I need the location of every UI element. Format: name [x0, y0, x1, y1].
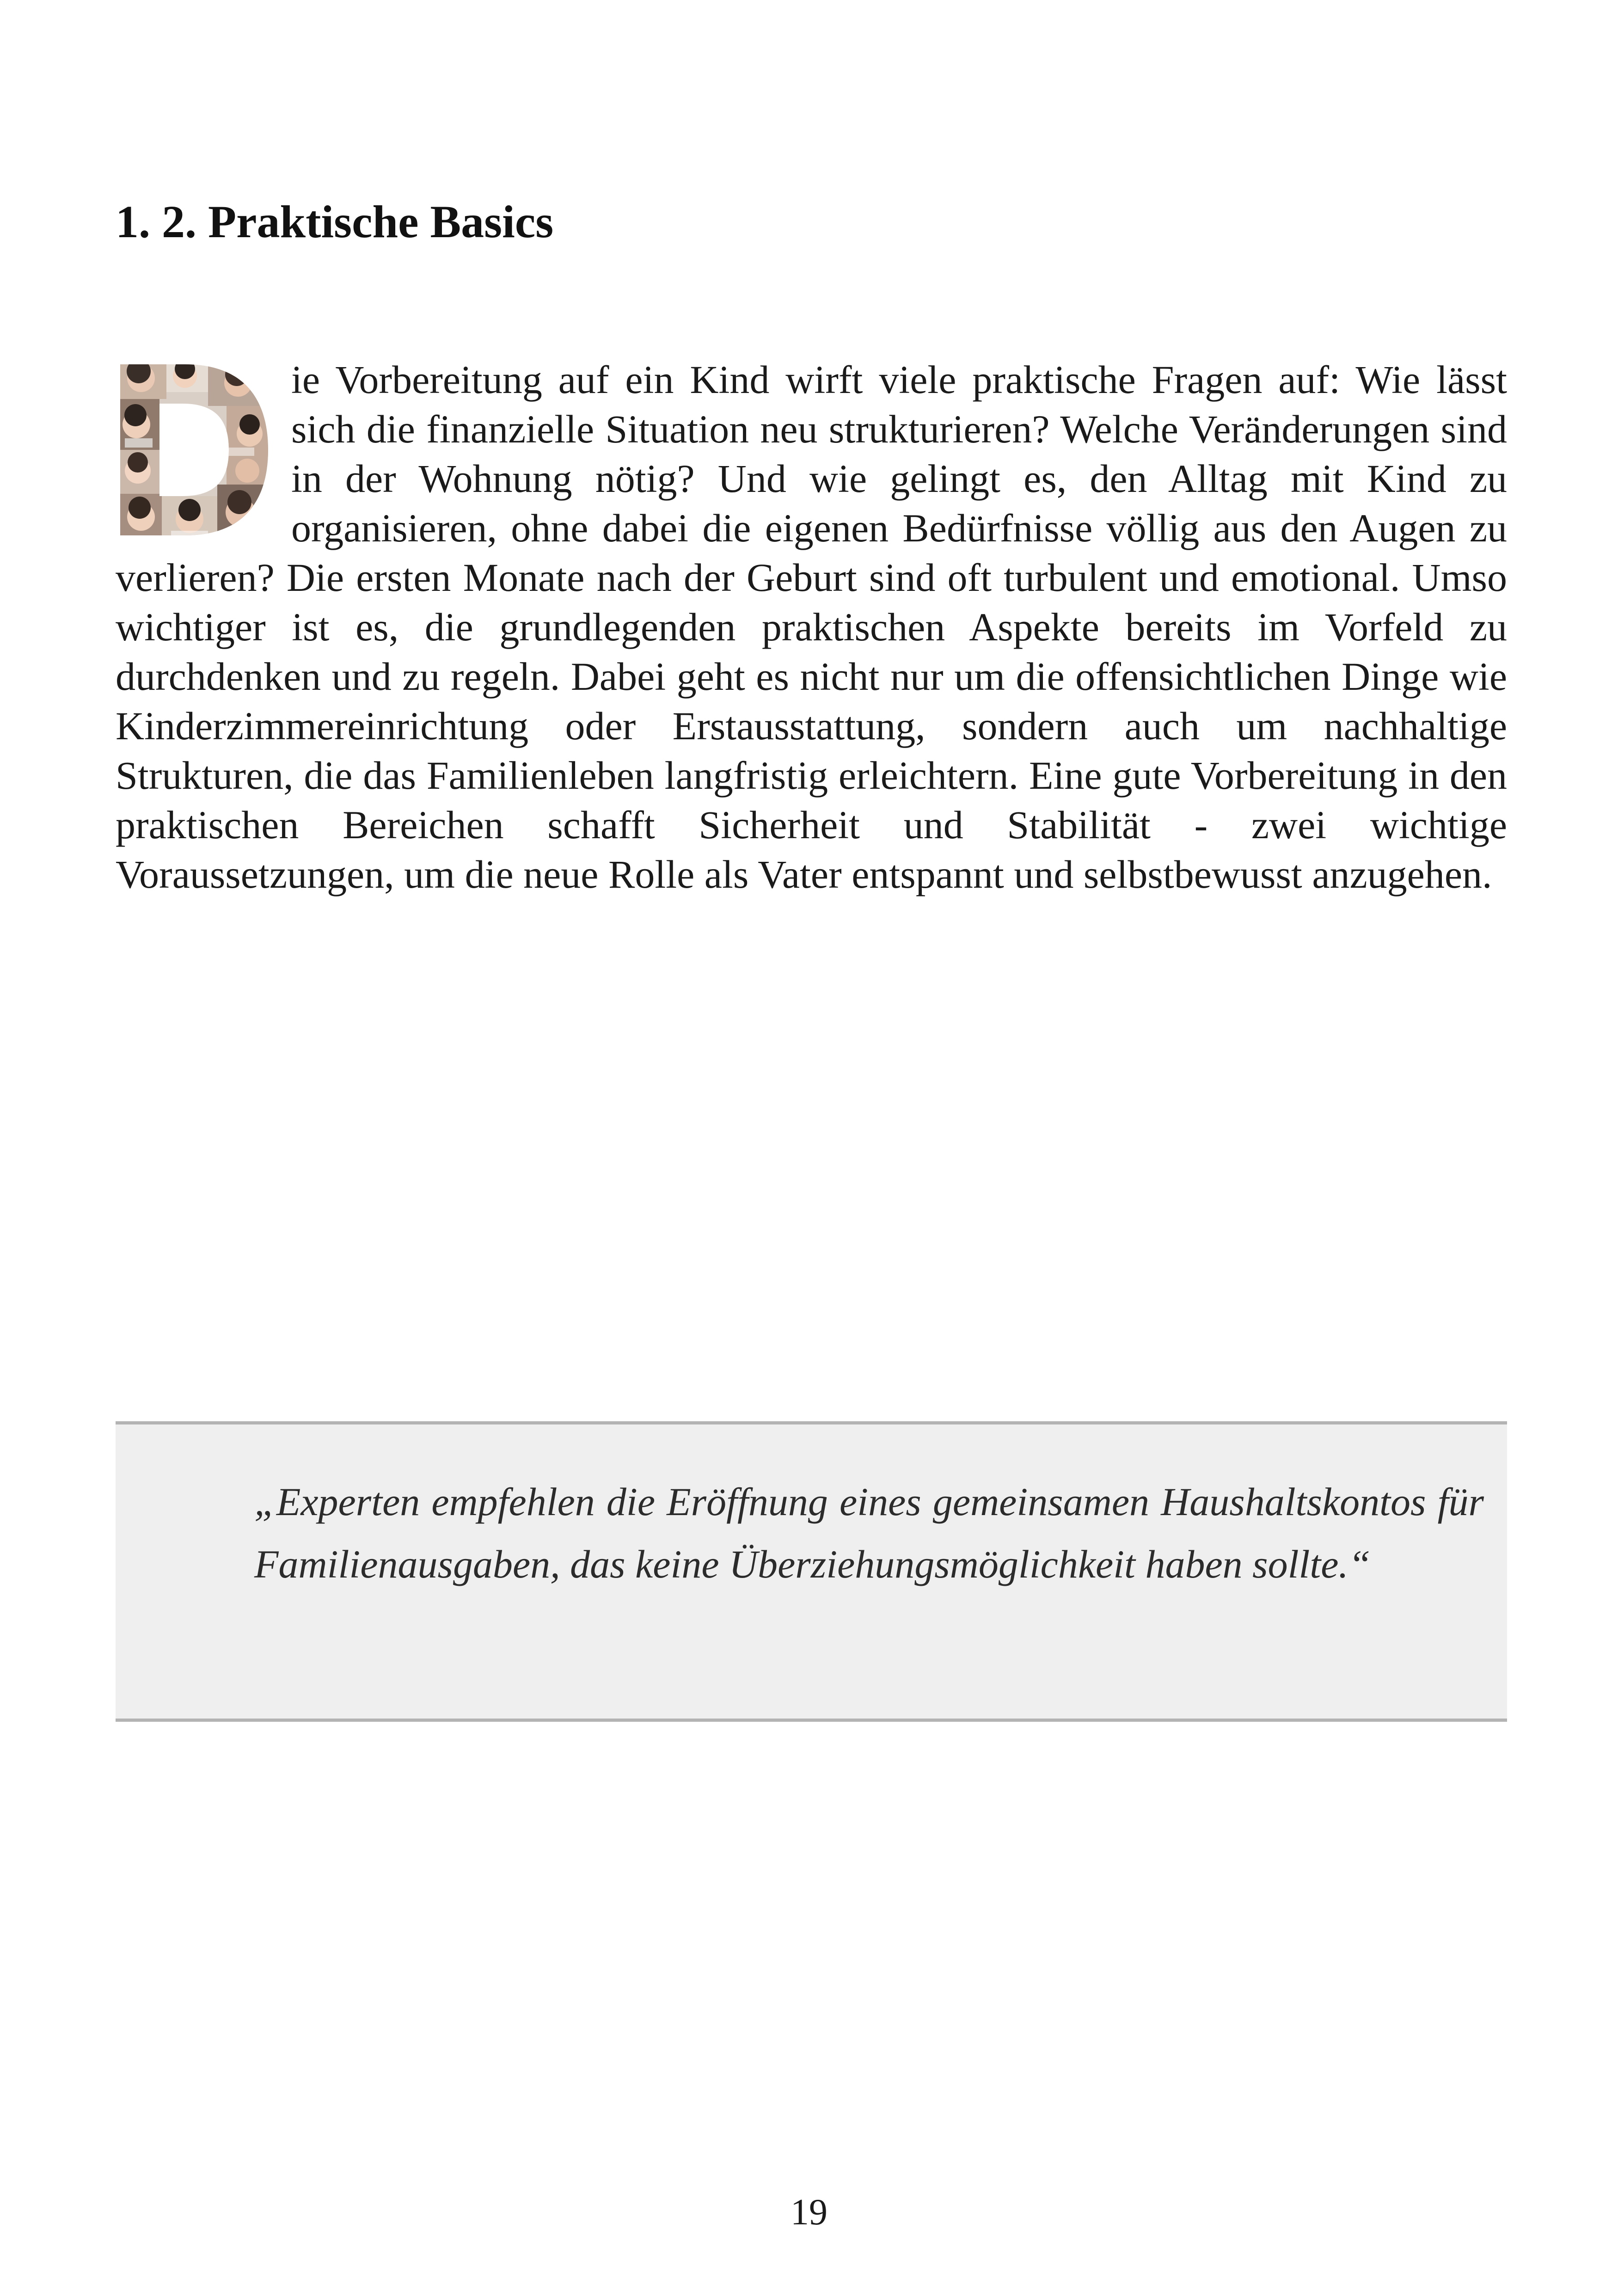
body-paragraph — [116, 355, 1507, 899]
section-heading: 1. 2. Praktische Basics — [116, 196, 554, 247]
dropcap-photo-collage-d — [116, 355, 270, 545]
quote-box — [116, 1421, 1507, 1722]
dropcap-image — [116, 355, 270, 545]
body-text: ie Vorbereitung auf ein Kind wirft viele praktische Fragen auf: Wie lässt sich die finanzielle Situation neu strukturieren? Welche Veränderungen sind in der Wohnung nötig? Und wie gelingt es, den Alltag mit Kind zu organisieren, ohne dabei die eigenen Bedürfnisse völlig aus den Augen zu verlieren? Die ersten Monate nach der Geburt sind oft turbulent und emotional. Umso wichtiger ist es, die grundlegenden praktischen Aspekte bereits im Vorfeld zu durchdenken und zu regeln. Dabei geht es nicht nur um die offensichtlichen Dinge wie Kinderzimmereinrichtung oder Erstausstattung, sondern auch um nachhaltige Strukturen, die das Familienleben langfristig erleichtern. Eine gute Vorbereitung in den praktischen Bereichen schafft Sicherheit und Stabilität - zwei wichtige Voraussetzungen, um die neue Rolle als Vater entspannt und selbstbewusst anzugehen. — [116, 357, 1507, 896]
page-number: 19 — [791, 2192, 827, 2233]
quote-text: „Experten empfehlen die Eröffnung eines gemeinsamen Haushaltskontos für Familienausgaben, das keine Überziehungsmöglichkeit haben sollte.“ — [254, 1480, 1484, 1586]
